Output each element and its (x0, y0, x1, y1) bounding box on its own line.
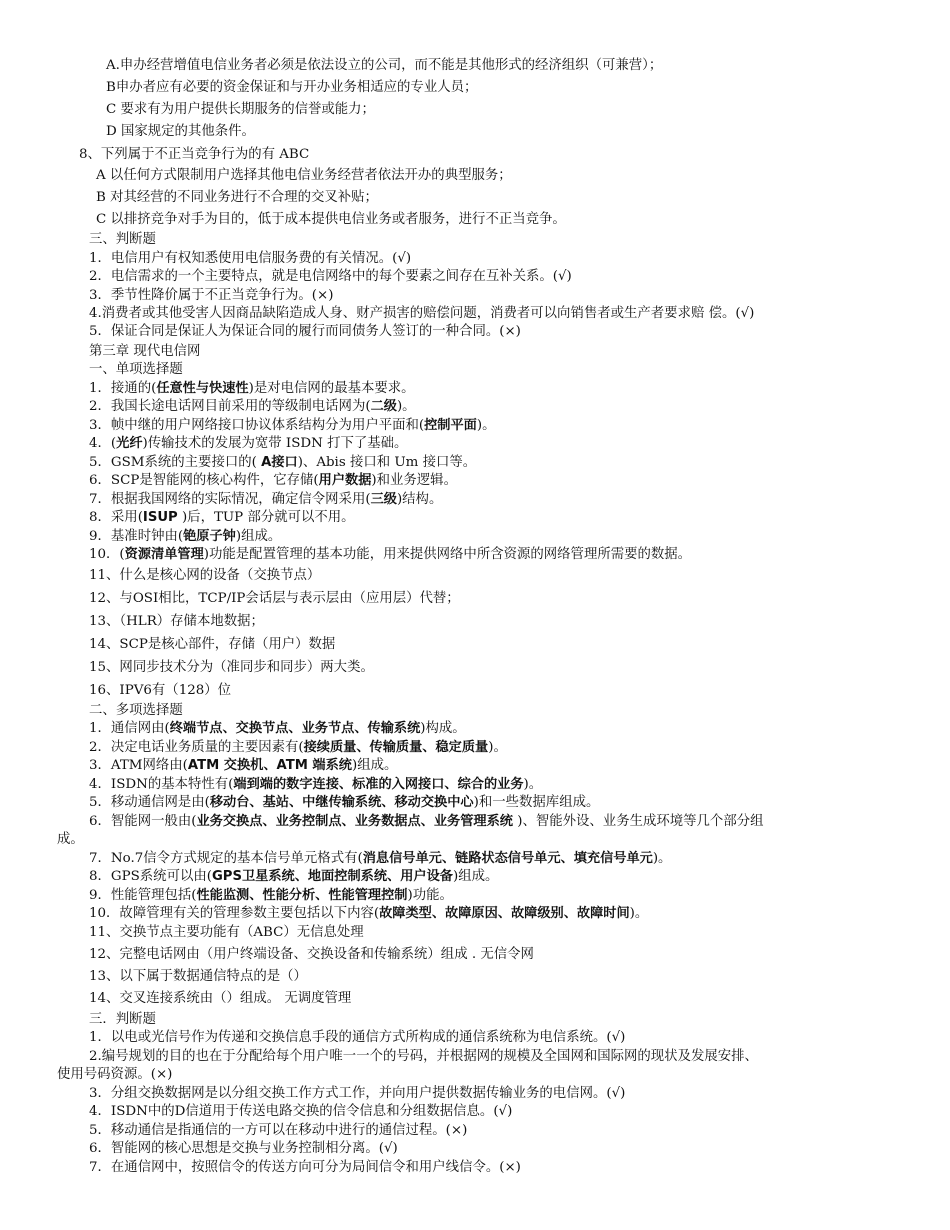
text-line: C 要求有为用户提供长期服务的信誉或能力； (106, 102, 375, 117)
text-line: 4．(光纤)传输技术的发展为宽带 ISDN 打下了基础。 (89, 436, 408, 451)
text-line: 三、判断题 (89, 232, 156, 247)
text-line: 4.消费者或其他受害人因商品缺陷造成人身、财产损害的赔偿问题，消费者可以向销售者或生产者要求赔 偿。(√) (89, 306, 755, 321)
text-line: 8、下列属于不正当竞争行为的有 ABC (79, 147, 310, 162)
text-line: 5．移动通信网是由(移动台、基站、中继传输系统、移动交换中心)和一些数据库组成。 (89, 795, 600, 810)
text-line: 14、SCP是核心部件，存储（用户）数据 (89, 637, 336, 652)
text-line: 8．GPS系统可以由(GPS卫星系统、地面控制系统、用户设备)组成。 (89, 869, 499, 884)
text-line: 二、多项选择题 (89, 703, 183, 718)
text-line: 8．采用(ISUP )后，TUP 部分就可以不用。 (89, 510, 355, 525)
text-line: 1．接通的(任意性与快速性)是对电信网的最基本要求。 (89, 381, 415, 396)
text-line: 4．ISDN的基本特性有(端到端的数字连接、标准的入网接口、综合的业务)。 (89, 777, 543, 792)
text-line: 2．决定电话业务质量的主要因素有(接续质量、传输质量、稳定质量)。 (89, 740, 507, 755)
text-line: 7．在通信网中，按照信令的传送方向可分为局间信令和用户线信令。(×) (89, 1160, 521, 1175)
text-line: A.申办经营增值电信业务者必须是依法设立的公司，而不能是其他形式的经济组织（可兼营）； (106, 58, 663, 73)
text-line: 第三章 现代电信网 (89, 344, 201, 359)
text-line: 2．电信需求的一个主要特点，就是电信网络中的每个要素之间存在互补关系。(√) (89, 269, 572, 284)
text-line: 三．判断题 (89, 1012, 156, 1027)
text-line: 16、IPV6有（128）位 (89, 683, 232, 698)
text-line: 11、交换节点主要功能有（ABC）无信息处理 (89, 925, 364, 940)
text-line: 7．No.7信令方式规定的基本信号单元格式有(消息信号单元、链路状态信号单元、填充信号单元)。 (89, 851, 672, 866)
text-line: 5．GSM系统的主要接口的( A接口)、Abis 接口和 Um 接口等。 (89, 455, 477, 470)
text-line: 6．智能网的核心思想是交换与业务控制相分离。(√) (89, 1141, 398, 1156)
text-line: 2．我国长途电话网目前采用的等级制电话网为(二级)。 (89, 399, 416, 414)
text-line: B 对其经营的不同业务进行不合理的交叉补贴； (96, 190, 378, 205)
text-line: 12、与OSI相比，TCP/IP会话层与表示层由（应用层）代替； (89, 591, 460, 606)
text-line: 3．ATM网络由(ATM 交换机、ATM 端系统)组成。 (89, 758, 398, 773)
text-line: 使用号码资源。(×) (57, 1067, 173, 1082)
text-line: 6．SCP是智能网的核心构件，它存储(用户数据)和业务逻辑。 (89, 473, 457, 488)
text-line: 一、单项选择题 (89, 362, 183, 377)
text-line: 3．帧中继的用户网络接口协议体系结构分为用户平面和(控制平面)。 (89, 418, 496, 433)
text-line: B申办者应有必要的资金保证和与开办业务相适应的专业人员； (106, 80, 478, 95)
text-line: 1．以电或光信号作为传递和交换信息手段的通信方式所构成的通信系统称为电信系统。(√) (89, 1030, 626, 1045)
text-line: 1．通信网由(终端节点、交换节点、业务节点、传输系统)构成。 (89, 721, 466, 736)
text-line: 10．(资源清单管理)功能是配置管理的基本功能，用来提供网络中所含资源的网络管理所需要的数据。 (89, 547, 692, 562)
text-line: 1．电信用户有权知悉使用电信服务费的有关情况。(√) (89, 251, 412, 266)
text-line: 14、交叉连接系统由（）组成。 无调度管理 (89, 991, 352, 1006)
text-line: 3．分组交换数据网是以分组交换工作方式工作，并向用户提供数据传输业务的电信网。(√) (89, 1086, 626, 1101)
text-line: 9．性能管理包括(性能监测、性能分析、性能管理控制)功能。 (89, 888, 453, 903)
text-line: 成。 (57, 832, 84, 847)
text-line: 9．基准时钟由(铯原子钟)组成。 (89, 529, 282, 544)
text-line: 7．根据我国网络的实际情况，确定信令网采用(三级)结构。 (89, 492, 443, 507)
text-line: 12、完整电话网由（用户终端设备、交换设备和传输系统）组成 . 无信令网 (89, 947, 534, 962)
text-line: 13、以下属于数据通信特点的是（） (89, 969, 307, 984)
text-line: C 以排挤竞争对手为目的，低于成本提供电信业务或者服务，进行不正当竞争。 (96, 212, 566, 227)
text-line: 10．故障管理有关的管理参数主要包括以下内容(故障类型、故障原因、故障级别、故障时间)。 (89, 906, 649, 921)
text-line: 13、（HLR）存储本地数据； (89, 614, 264, 629)
text-line: D 国家规定的其他条件。 (106, 124, 255, 139)
text-line: 3．季节性降价属于不正当竞争行为。(×) (89, 288, 334, 303)
text-line: 5．保证合同是保证人为保证合同的履行而同债务人签订的一种合同。(×) (89, 324, 521, 339)
text-line: 15、网同步技术分为（准同步和同步）两大类。 (89, 660, 374, 675)
text-line: 6．智能网一般由(业务交换点、业务控制点、业务数据点、业务管理系统 )、智能外设、业务生成环境等几个部分组 (89, 814, 764, 829)
text-line: 5．移动通信是指通信的一方可以在移动中进行的通信过程。(×) (89, 1123, 468, 1138)
text-line: 4．ISDN中的D信道用于传送电路交换的信令信息和分组数据信息。(√) (89, 1104, 513, 1119)
text-line: 2.编号规划的目的也在于分配给每个用户唯一一个的号码，并根据网的规模及全国网和国际网的现状及发展安排、 (89, 1049, 758, 1064)
text-line: 11、什么是核心网的设备（交换节点） (89, 568, 321, 583)
text-line: A 以任何方式限制用户选择其他电信业务经营者依法开办的典型服务； (96, 168, 512, 183)
